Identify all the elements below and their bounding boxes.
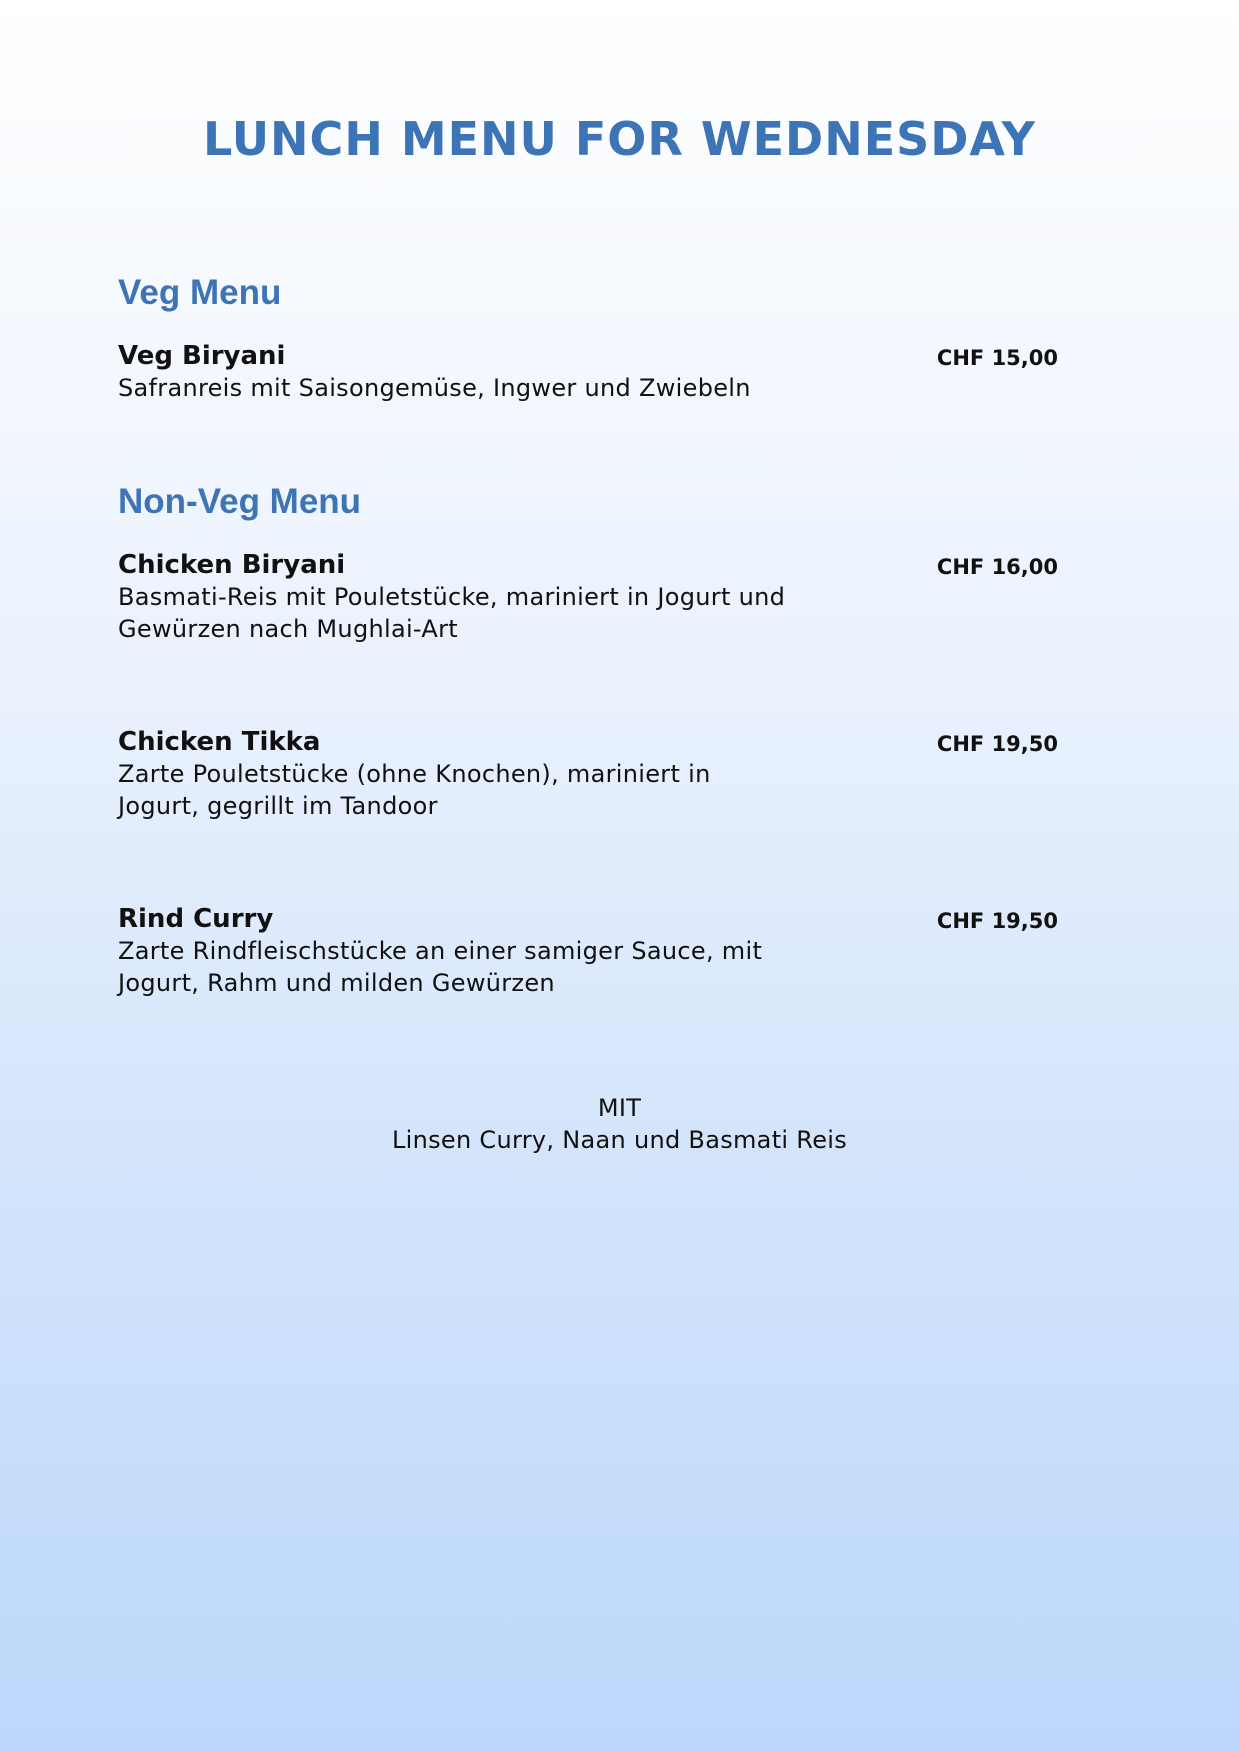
menu-item-veg-biryani: [118, 340, 1058, 404]
page-title: LUNCH MENU FOR WEDNESDAY: [203, 112, 1036, 166]
item-name: Rind Curry: [118, 904, 274, 934]
side-dishes-note: [0, 1092, 1239, 1156]
item-name: Chicken Tikka: [118, 727, 321, 757]
menu-item-chicken-biryani: [118, 549, 1058, 645]
item-price: CHF 19,50: [936, 909, 1058, 933]
item-price: CHF 19,50: [936, 732, 1058, 756]
menu-item-rind-curry: [118, 903, 1058, 999]
footer-line-sides: Linsen Curry, Naan und Basmati Reis: [391, 1126, 848, 1154]
veg-menu-heading: Veg Menu: [118, 273, 282, 312]
menu-item-chicken-tikka: [118, 726, 1058, 822]
item-description: Safranreis mit Saisongemüse, Ingwer und Zwiebeln: [118, 374, 751, 402]
item-description: Zarte Pouletstücke (ohne Knochen), mariniert in Jogurt, gegrillt im Tandoor: [118, 760, 711, 820]
item-description: Zarte Rindfleischstücke an einer samiger Sauce, mit Jogurt, Rahm und milden Gewürzen: [118, 937, 763, 997]
footer-line-mit: MIT: [597, 1094, 642, 1122]
item-price: CHF 16,00: [936, 555, 1058, 579]
item-description: Basmati-Reis mit Pouletstücke, mariniert in Jogurt und Gewürzen nach Mughlai-Art: [118, 583, 786, 643]
item-name: Veg Biryani: [118, 341, 286, 371]
item-name: Chicken Biryani: [118, 550, 346, 580]
nonveg-menu-heading: Non-Veg Menu: [118, 482, 362, 521]
item-price: CHF 15,00: [936, 346, 1058, 370]
